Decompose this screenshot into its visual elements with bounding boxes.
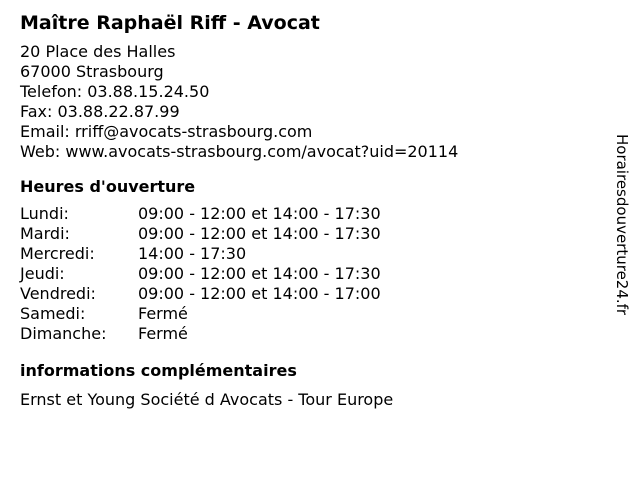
hours-row-mardi bbox=[20, 224, 610, 244]
hours-row-lundi bbox=[20, 204, 610, 224]
opening-hours-table bbox=[20, 204, 610, 344]
additional-info-heading: informations complémentaires bbox=[20, 361, 297, 380]
hours-time: Fermé bbox=[138, 304, 188, 323]
hours-day: Samedi: bbox=[20, 304, 86, 323]
address-street: 20 Place des Halles bbox=[20, 42, 176, 61]
hours-time: 14:00 - 17:30 bbox=[138, 244, 247, 263]
hours-row-dimanche bbox=[20, 324, 610, 344]
email-address: Email: rriff@avocats-strasbourg.com bbox=[20, 122, 313, 141]
address-city: 67000 Strasbourg bbox=[20, 62, 164, 81]
hours-day: Lundi: bbox=[20, 204, 69, 223]
hours-time: 09:00 - 12:00 et 14:00 - 17:30 bbox=[138, 224, 381, 243]
page-title: Maître Raphaël Riff - Avocat bbox=[20, 12, 320, 34]
website-url: Web: www.avocats-strasbourg.com/avocat?uid=20114 bbox=[20, 142, 459, 161]
hours-time: Fermé bbox=[138, 324, 188, 343]
hours-day: Mercredi: bbox=[20, 244, 95, 263]
hours-day: Mardi: bbox=[20, 224, 70, 243]
hours-row-samedi bbox=[20, 304, 610, 324]
contact-block bbox=[20, 42, 610, 162]
hours-row-jeudi bbox=[20, 264, 610, 284]
brand-watermark bbox=[612, 134, 632, 344]
hours-row-vendredi bbox=[20, 284, 610, 304]
hours-day: Vendredi: bbox=[20, 284, 96, 303]
hours-row-mercredi bbox=[20, 244, 610, 264]
hours-time: 09:00 - 12:00 et 14:00 - 17:00 bbox=[138, 284, 381, 303]
additional-info-text: Ernst et Young Société d Avocats - Tour Europe bbox=[20, 390, 394, 409]
hours-day: Jeudi: bbox=[20, 264, 65, 283]
opening-hours-heading: Heures d'ouverture bbox=[20, 177, 196, 196]
business-card bbox=[20, 10, 610, 410]
hours-time: 09:00 - 12:00 et 14:00 - 17:30 bbox=[138, 264, 381, 283]
hours-day: Dimanche: bbox=[20, 324, 107, 343]
phone-number: Telefon: 03.88.15.24.50 bbox=[20, 82, 210, 101]
brand-label: Horairesdouverture24.fr bbox=[613, 134, 631, 316]
fax-number: Fax: 03.88.22.87.99 bbox=[20, 102, 180, 121]
hours-time: 09:00 - 12:00 et 14:00 - 17:30 bbox=[138, 204, 381, 223]
